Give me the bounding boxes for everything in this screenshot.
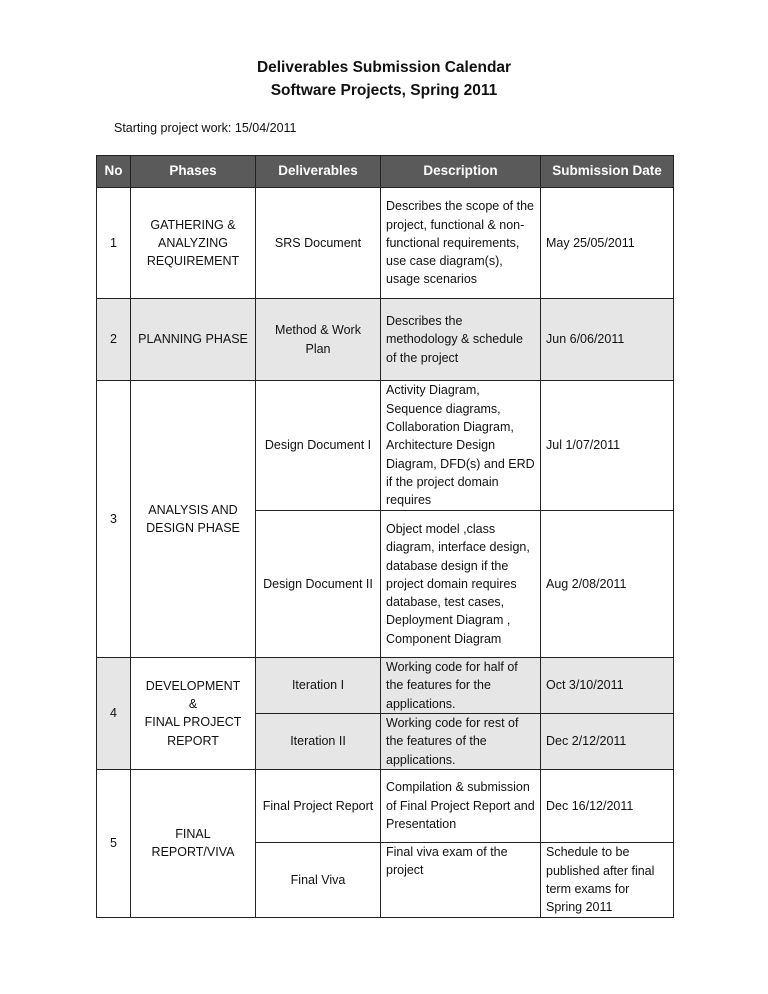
table-row bbox=[97, 299, 674, 381]
phase-line: DEVELOPMENT bbox=[145, 678, 241, 693]
description-cell: Working code for rest of the features of the applications. bbox=[381, 714, 541, 770]
row-number: 2 bbox=[97, 299, 131, 381]
description-cell: Final viva exam of the project bbox=[381, 842, 541, 917]
submission-date-cell: Dec 2/12/2011 bbox=[541, 714, 674, 770]
description-cell: Describes the methodology & schedule of the project bbox=[381, 299, 541, 381]
column-header-description: Description bbox=[381, 156, 541, 188]
submission-date-cell: May 25/05/2011 bbox=[541, 188, 674, 299]
table-row bbox=[97, 188, 674, 299]
column-header-submission-date: Submission Date bbox=[541, 156, 674, 188]
description-cell: Compilation & submission of Final Project Report and Presentation bbox=[381, 769, 541, 842]
page-subtitle: Software Projects, Spring 2011 bbox=[270, 82, 498, 99]
deliverable-cell: Design Document I bbox=[256, 381, 381, 511]
column-header-deliverables: Deliverables bbox=[256, 156, 381, 188]
submission-date-cell: Oct 3/10/2011 bbox=[541, 658, 674, 714]
phase-cell: PLANNING PHASE bbox=[131, 299, 256, 381]
submission-date-cell: Jul 1/07/2011 bbox=[541, 381, 674, 511]
phase-line: REPORT bbox=[167, 733, 219, 748]
row-number: 3 bbox=[97, 381, 131, 658]
deliverable-cell: Final Viva bbox=[256, 842, 381, 917]
row-number: 1 bbox=[97, 188, 131, 299]
deliverable-cell: Iteration II bbox=[256, 714, 381, 770]
table-row bbox=[97, 658, 674, 714]
table-row bbox=[97, 381, 674, 511]
submission-date-cell: Jun 6/06/2011 bbox=[541, 299, 674, 381]
submission-date-cell: Aug 2/08/2011 bbox=[541, 511, 674, 658]
description-cell: Describes the scope of the project, functional & non-functional requirements, use case diagram(s), usage scenarios bbox=[381, 188, 541, 299]
table-header-row bbox=[97, 156, 674, 188]
phase-line: & bbox=[188, 697, 198, 712]
column-header-no: No bbox=[97, 156, 131, 188]
deliverable-cell: SRS Document bbox=[256, 188, 381, 299]
page-title: Deliverables Submission Calendar bbox=[256, 59, 512, 76]
phase-cell: FINAL REPORT/VIVA bbox=[131, 769, 256, 917]
description-cell: Working code for half of the features for the applications. bbox=[381, 658, 541, 714]
phase-cell: GATHERING & ANALYZING REQUIREMENT bbox=[131, 188, 256, 299]
deliverable-cell: Final Project Report bbox=[256, 769, 381, 842]
phase-cell: ANALYSIS AND DESIGN PHASE bbox=[131, 381, 256, 658]
phase-line: FINAL PROJECT bbox=[144, 715, 242, 730]
phase-cell bbox=[131, 658, 256, 770]
submission-date-cell: Dec 16/12/2011 bbox=[541, 769, 674, 842]
start-date-text: Starting project work: 15/04/2011 bbox=[114, 121, 297, 135]
deliverables-table bbox=[96, 155, 674, 918]
deliverable-cell: Method & Work Plan bbox=[256, 299, 381, 381]
table-row bbox=[97, 769, 674, 842]
row-number: 4 bbox=[97, 658, 131, 770]
submission-date-cell: Schedule to be published after final term exams for Spring 2011 bbox=[541, 842, 674, 917]
row-number: 5 bbox=[97, 769, 131, 917]
description-cell: Object model ,class diagram, interface design, database design if the project domain requires database, test cases, Deployment Diagram , Component Diagram bbox=[381, 511, 541, 658]
deliverable-cell: Design Document II bbox=[256, 511, 381, 658]
description-cell: Activity Diagram, Sequence diagrams, Collaboration Diagram, Architecture Design Diagram, DFD(s) and ERD if the project domain requires bbox=[381, 381, 541, 511]
column-header-phases: Phases bbox=[131, 156, 256, 188]
deliverable-cell: Iteration I bbox=[256, 658, 381, 714]
